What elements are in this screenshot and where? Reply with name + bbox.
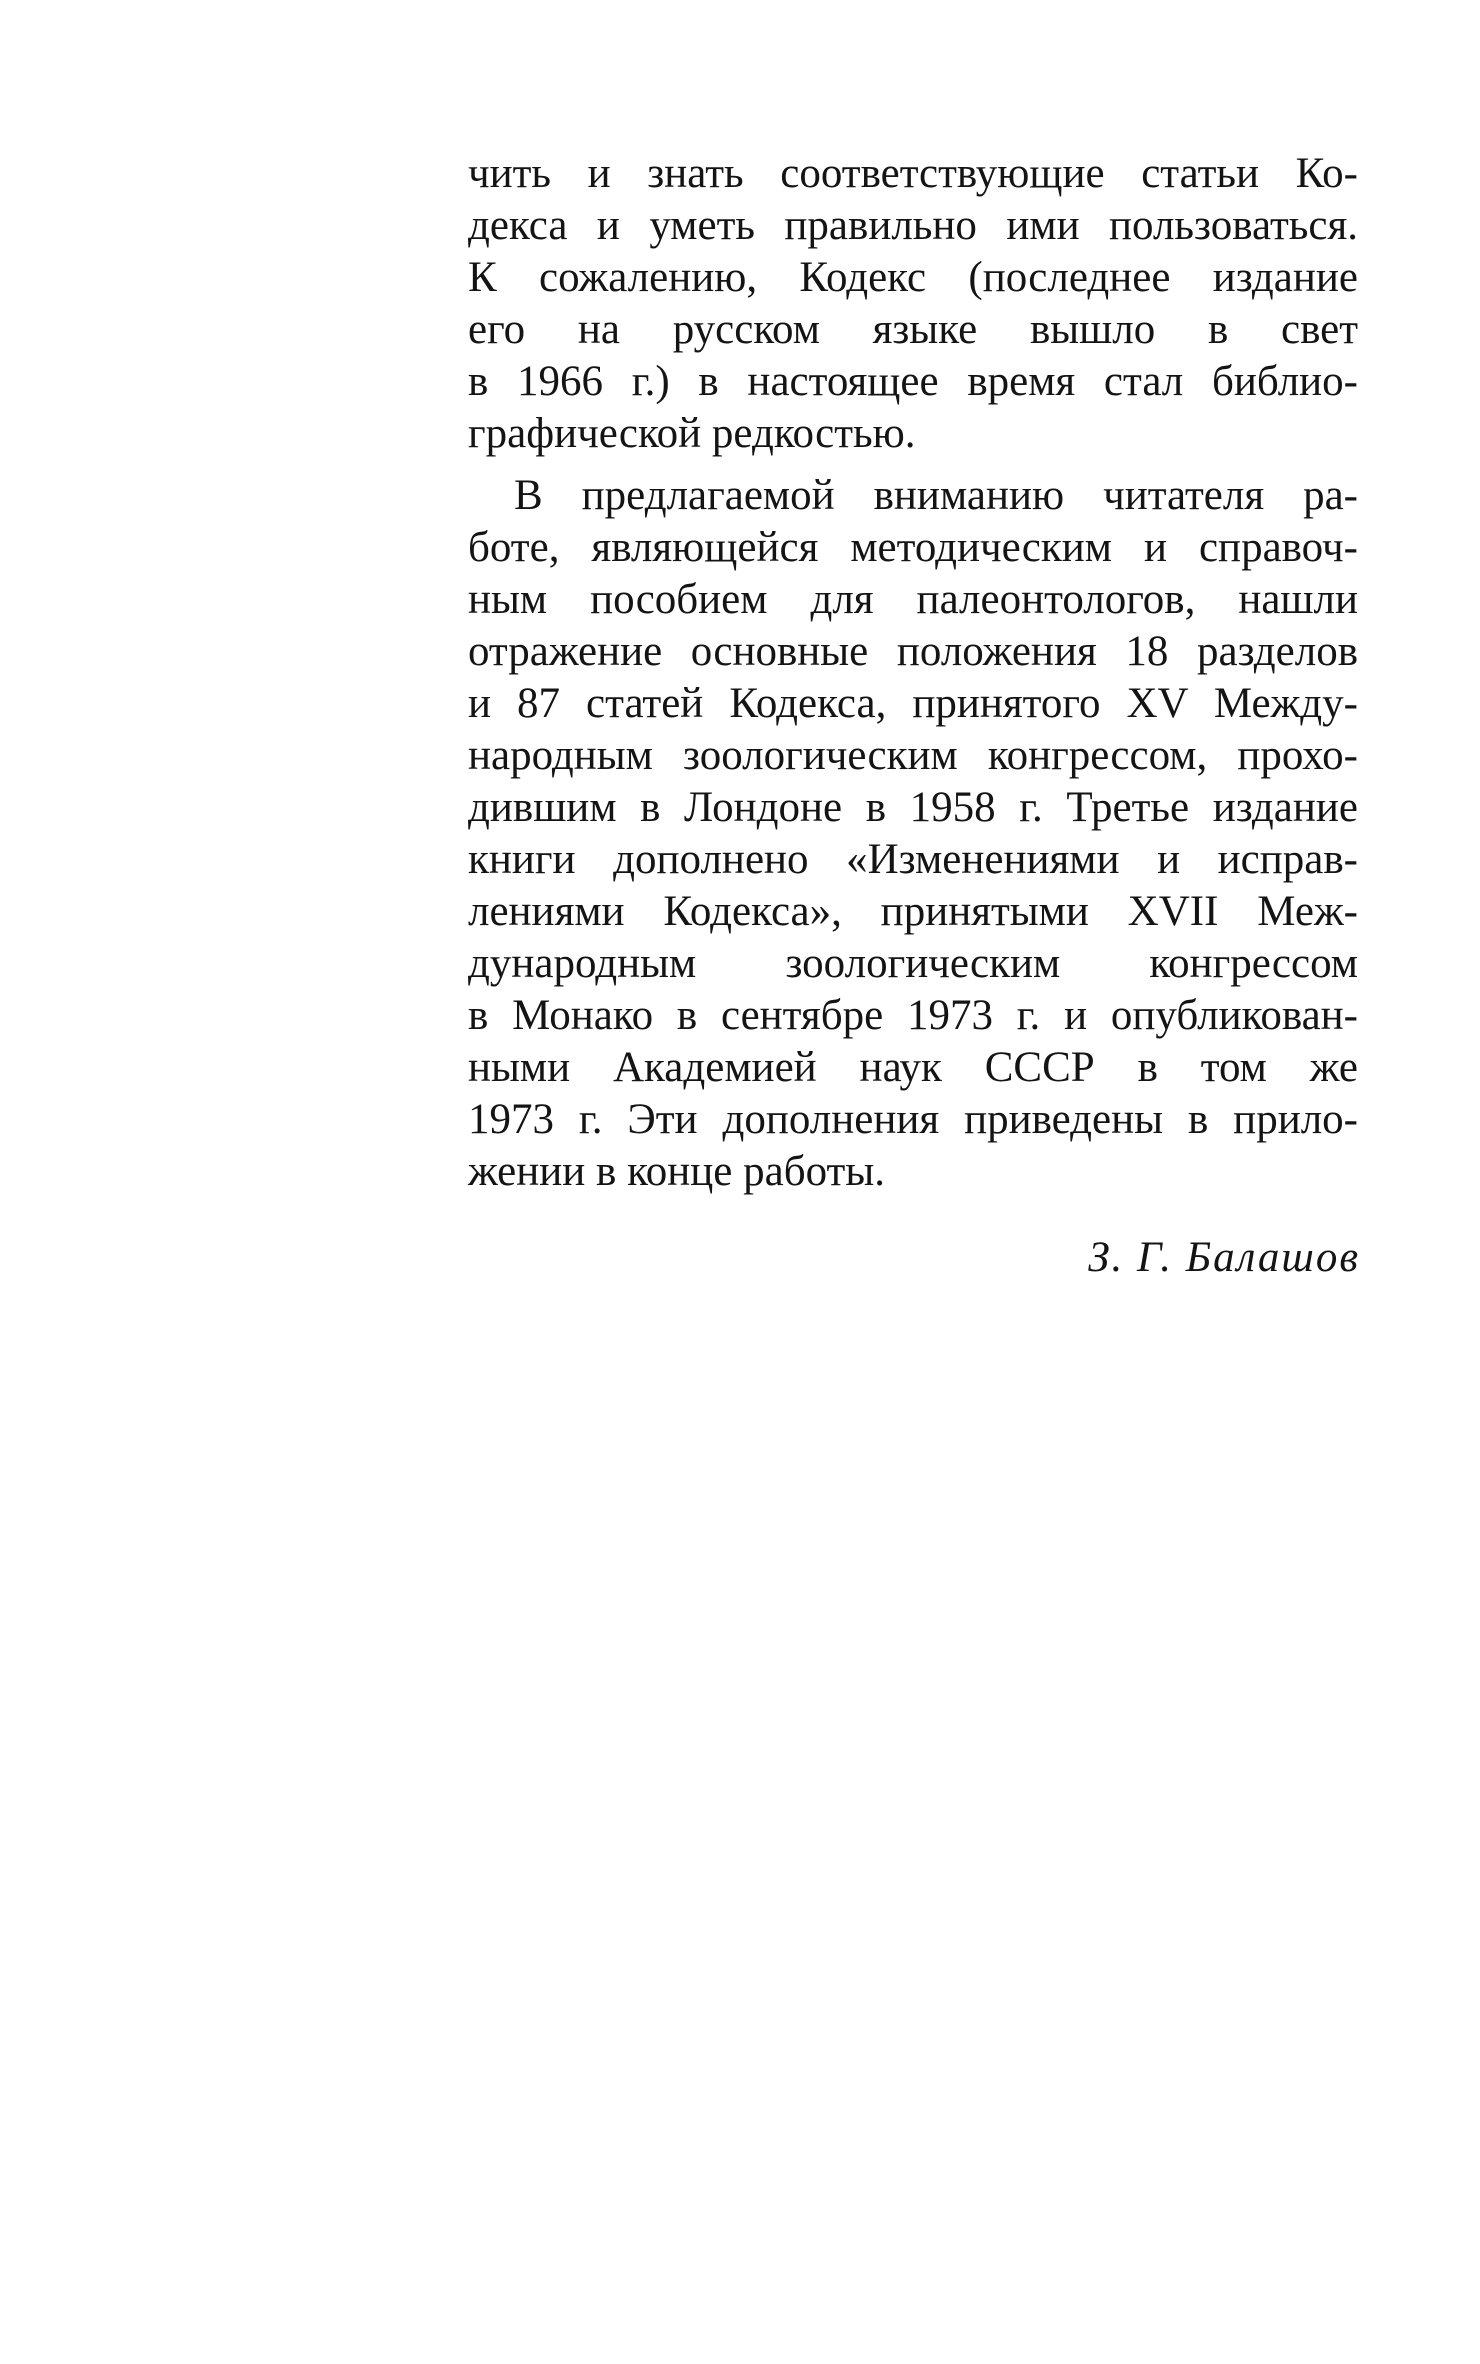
paragraph	[468, 470, 1358, 1198]
text-line: народным зоологическим конгрессом, прохо-	[468, 732, 1358, 779]
author-signature: З. Г. Балашов	[1088, 1234, 1360, 1281]
text-line: лениями Кодекса», принятыми XVII Меж-	[468, 888, 1358, 935]
paragraph	[468, 148, 1358, 460]
text-line: ным пособием для палеонтологов, нашли	[468, 576, 1358, 623]
text-line: книги дополнено «Изменениями и исправ-	[468, 836, 1358, 883]
text-line: его на русском языке вышло в свет	[468, 306, 1358, 353]
text-line: боте, являющейся методическим и справоч-	[468, 524, 1358, 571]
text-line: в 1966 г.) в настоящее время стал библио-	[468, 358, 1358, 405]
text-line: декса и уметь правильно ими пользоваться.	[468, 202, 1358, 249]
text-line: в Монако в сентябре 1973 г. и опубликован-	[468, 992, 1358, 1039]
text-line: 1973 г. Эти дополнения приведены в прило-	[468, 1096, 1358, 1143]
text-line: чить и знать соответствующие статьи Ко-	[468, 150, 1358, 197]
text-line: К сожалению, Кодекс (последнее издание	[468, 254, 1358, 301]
text-line: графической редкостью.	[468, 410, 916, 457]
text-line: дившим в Лондоне в 1958 г. Третье издание	[468, 784, 1358, 831]
text-line: дународным зоологическим конгрессом	[468, 940, 1358, 987]
text-line: и 87 статей Кодекса, принятого XV Между-	[468, 680, 1358, 727]
body-text	[468, 148, 1358, 1198]
text-line: В предлагаемой вниманию читателя ра-	[514, 472, 1358, 519]
text-line: ными Академией наук СССР в том же	[468, 1044, 1358, 1091]
text-line: отражение основные положения 18 разделов	[468, 628, 1358, 675]
text-line: жении в конце работы.	[468, 1148, 885, 1195]
